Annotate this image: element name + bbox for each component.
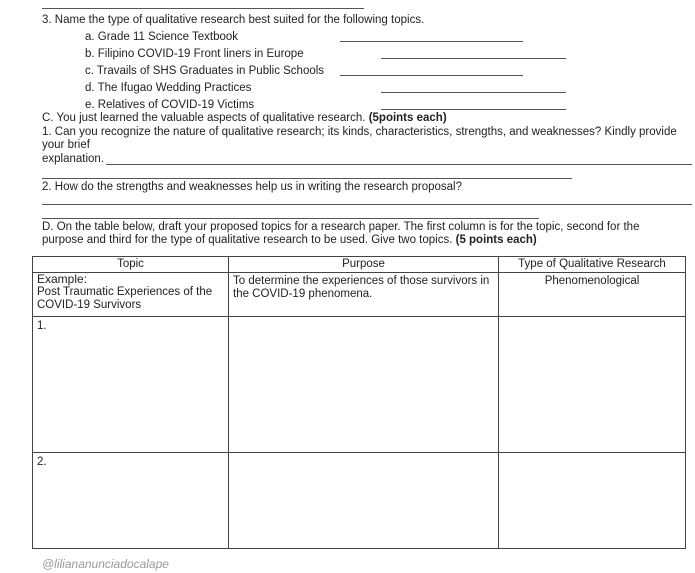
topic-cell-1[interactable] (33, 317, 229, 453)
header-purpose: Purpose (229, 257, 499, 273)
q1-answer-line-1[interactable] (106, 164, 692, 165)
section3-item-d: d. The Ifugao Wedding Practices (85, 82, 252, 94)
type-cell-1[interactable] (499, 317, 686, 453)
sectionD-points: (5 points each) (455, 234, 537, 246)
table-row (33, 453, 686, 549)
purpose-cell-2[interactable] (229, 453, 499, 549)
purpose-cell-1[interactable] (229, 317, 499, 453)
sectionC-q1-line2: your brief (42, 139, 90, 151)
answer-line-e[interactable] (381, 109, 566, 110)
section3-item-a: a. Grade 11 Science Textbook (85, 31, 239, 43)
example-purpose: To determine the experiences of those survivors in the COVID-19 phenomena. (233, 275, 490, 300)
example-topic-cell (33, 273, 229, 317)
q2-answer-line-1[interactable] (42, 204, 692, 205)
header-topic: Topic (33, 257, 229, 273)
q2-answer-line-2[interactable] (42, 218, 539, 219)
answer-line-d[interactable] (381, 92, 566, 93)
answer-line-c[interactable] (340, 75, 523, 76)
top-rule (42, 8, 364, 9)
topic-cell-2[interactable] (33, 453, 229, 549)
example-purpose-cell (229, 273, 499, 317)
sectionC-q1-line1: 1. Can you recognize the nature of qualitative research; its kinds, characteristics, strengths, and weaknesses? Kindly provide (42, 126, 677, 138)
answer-line-b[interactable] (381, 58, 566, 59)
example-label: Example: (37, 272, 88, 286)
table-row-example (33, 273, 686, 317)
sectionC-q1-line3: explanation. (42, 153, 105, 165)
example-type: Phenomenological (544, 275, 640, 287)
sectionD-line2-text: purpose and third for the type of qualitative research to be used. Give two topics. (42, 234, 453, 246)
sectionD-line2 (42, 234, 537, 246)
row-label-2: 2. (37, 456, 47, 468)
sectionD-line1: D. On the table below, draft your proposed topics for a research paper. The first column is for the topic, second for the (42, 221, 640, 233)
answer-line-a[interactable] (340, 41, 523, 42)
sectionC-heading-text: C. You just learned the valuable aspects of qualitative research. (42, 112, 366, 124)
table-row (33, 317, 686, 453)
header-type: Type of Qualitative Research (499, 257, 686, 273)
sectionC-q2: 2. How do the strengths and weaknesses help us in writing the research proposal? (42, 181, 462, 193)
q1-answer-line-2[interactable] (42, 178, 572, 179)
table-header-row (33, 257, 686, 273)
type-cell-2[interactable] (499, 453, 686, 549)
section3-item-e: e. Relatives of COVID-19 Victims (85, 99, 255, 111)
watermark: @liliananunciadocalape (42, 557, 169, 571)
example-type-cell (499, 273, 686, 317)
topics-table (32, 256, 686, 549)
sectionC-points: (5points each) (368, 112, 447, 124)
sectionC-heading (42, 112, 447, 124)
section3-prompt: 3. Name the type of qualitative research best suited for the following topics. (42, 14, 425, 26)
section3-item-c: c. Travails of SHS Graduates in Public Schools (85, 65, 325, 77)
row-label-1: 1. (37, 320, 47, 332)
example-topic: Post Traumatic Experiences of the COVID-19 Survivors (37, 286, 213, 311)
section3-item-b: b. Filipino COVID-19 Front liners in Europe (85, 48, 304, 60)
